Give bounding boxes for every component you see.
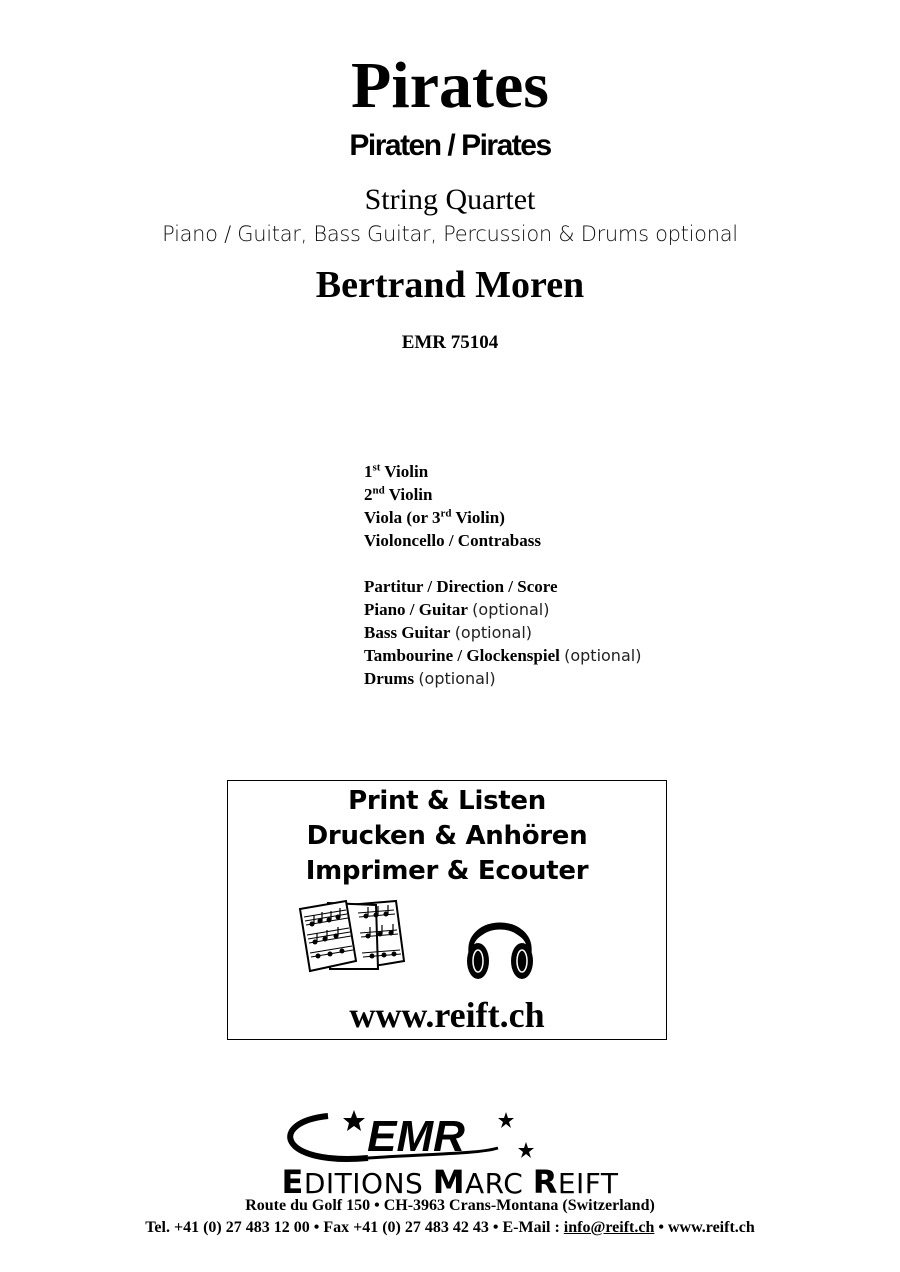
publisher-initial: M <box>432 1163 466 1201</box>
print-listen-en: Print & Listen <box>348 786 546 816</box>
subtitle: Piraten / Pirates <box>349 129 551 162</box>
publisher-word: ARC <box>465 1167 533 1200</box>
ordinal-suffix: st <box>372 461 381 474</box>
part-name-end: Violin) <box>455 508 505 527</box>
publisher-word: EIFT <box>557 1167 619 1200</box>
contact-phone-fax: Tel. +41 (0) 27 483 12 00 • Fax +41 (0) 27 483 42 43 • E-Mail : <box>145 1219 564 1236</box>
emr-logo-text: EMR <box>367 1112 465 1161</box>
ensemble: String Quartet <box>364 183 536 216</box>
print-listen-de: Drucken & Anhören <box>306 821 588 851</box>
publisher-initial: E <box>281 1163 304 1201</box>
publisher-initial: R <box>532 1163 558 1201</box>
part-score: Partitur / Direction / Score <box>364 577 558 596</box>
part-name: Violin <box>388 485 433 504</box>
optional-note: (optional) <box>472 600 550 619</box>
email-link[interactable]: info@reift.ch <box>563 1219 655 1236</box>
part-violin-1 <box>364 460 541 483</box>
publisher-word: DITIONS <box>303 1167 433 1200</box>
publisher-address: Route du Golf 150 • CH-3963 Crans-Montana (Switzerland) <box>245 1197 655 1214</box>
part-number: 1 <box>364 462 373 481</box>
headphones-icon <box>464 903 536 983</box>
optional-instruments: Piano / Guitar, Bass Guitar, Percussion & Drums optional <box>162 222 738 246</box>
optional-note: (optional) <box>418 669 496 688</box>
optional-note: (optional) <box>454 623 533 642</box>
website-link[interactable]: www.reift.ch <box>349 995 545 1035</box>
part-number: 2 <box>364 485 373 504</box>
ordinal-suffix: rd <box>440 507 452 520</box>
contact-website[interactable]: • www.reift.ch <box>654 1219 755 1236</box>
part-piano: Piano / Guitar (optional) <box>364 600 550 619</box>
part-tambourine: Tambourine / Glockenspiel (optional) <box>364 646 642 665</box>
string-parts-list <box>364 460 541 552</box>
optional-note: (optional) <box>564 646 642 665</box>
publisher-contact <box>0 1217 900 1239</box>
part-cello: Violoncello / Contrabass <box>364 531 541 550</box>
print-listen-box <box>227 780 667 1040</box>
catalog-number: EMR 75104 <box>401 332 499 353</box>
page-title: Pirates <box>351 49 549 122</box>
print-listen-fr: Imprimer & Ecouter <box>305 856 589 886</box>
ordinal-suffix: nd <box>372 484 385 497</box>
composer-name: Bertrand Moren <box>315 264 585 306</box>
additional-parts-list <box>364 575 641 690</box>
part-violin-2 <box>364 483 541 506</box>
part-name: Violin <box>384 462 429 481</box>
part-bass-guitar: Bass Guitar (optional) <box>364 623 533 642</box>
part-viola <box>364 506 541 529</box>
sheet-music-icon <box>298 899 410 977</box>
part-name: Viola (or 3 <box>364 508 441 527</box>
part-drums: Drums (optional) <box>364 669 496 688</box>
